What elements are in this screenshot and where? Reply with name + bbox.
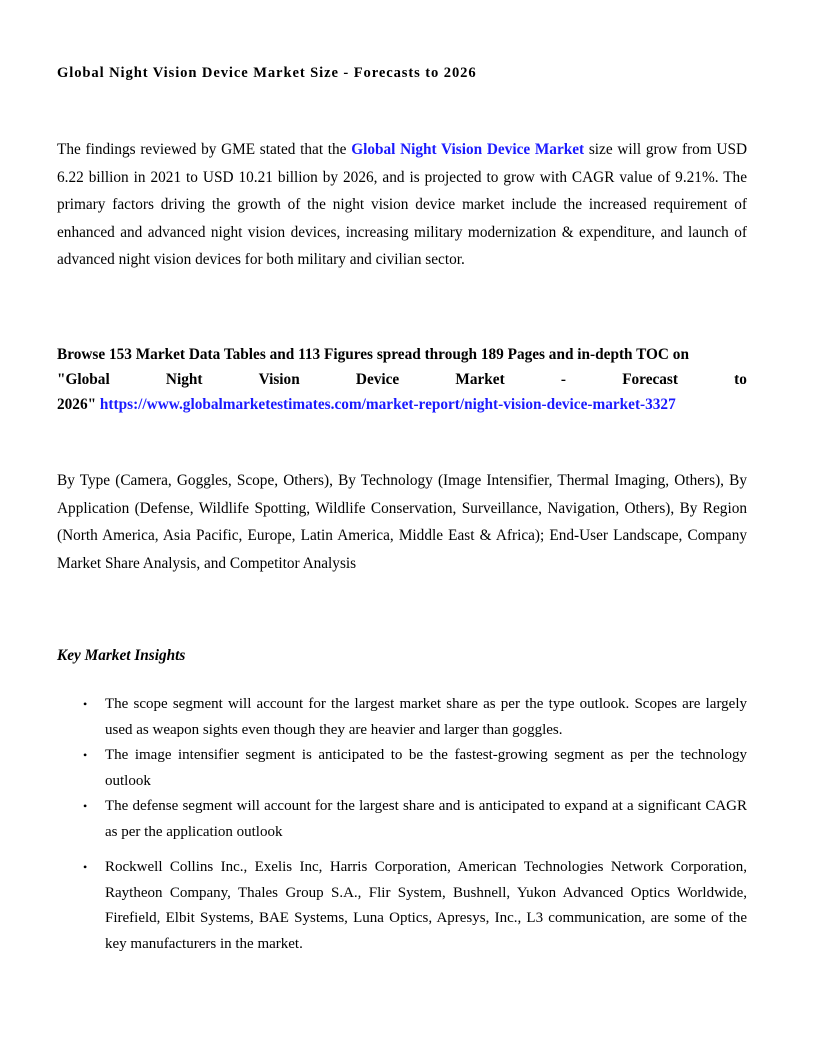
browse-word: "Global xyxy=(57,371,110,388)
browse-word: Forecast xyxy=(622,371,678,388)
intro-text-before: The findings reviewed by GME stated that the xyxy=(57,141,352,158)
insights-list xyxy=(57,692,747,957)
browse-word: Device xyxy=(355,371,400,388)
browse-line-1: Browse 153 Market Data Tables and 113 Figures spread through 189 Pages and in-depth TOC on xyxy=(57,346,689,363)
market-link[interactable]: Global Night Vision Device Market xyxy=(351,141,585,158)
list-item xyxy=(57,855,747,957)
list-item-text: The defense segment will account for the largest share and is anticipated to expand at a significant CAGR as per the application outlook xyxy=(105,798,747,840)
bullet-icon: • xyxy=(83,860,88,874)
browse-line-2 xyxy=(57,367,747,392)
list-item-text: The image intensifier segment is anticipated to be the fastest-growing segment as per the technology outlook xyxy=(105,747,747,789)
bullet-icon: • xyxy=(83,799,88,813)
browse-word: to xyxy=(734,371,747,388)
list-item-text: The scope segment will account for the largest market share as per the type outlook. Scopes are largely used as weapon sights even though they are heavier and larger than goggles. xyxy=(105,696,747,738)
page-title: Global Night Vision Device Market Size - Forecasts to 2026 xyxy=(57,65,477,81)
browse-word: Night xyxy=(165,371,203,388)
bullet-icon: • xyxy=(83,748,88,762)
intro-text-after: size will grow from USD 6.22 billion in 2021 to USD 10.21 billion by 2026, and is projected to grow with CAGR value of 9.21%. The primary factors driving the growth of the night vision device market include the increased requirement of enhanced and advanced night vision devices, increasing military modernization & expenditure, and launch of advanced night vision devices for both military and civilian sector. xyxy=(57,141,747,269)
insights-heading: Key Market Insights xyxy=(57,647,186,664)
bullet-icon: • xyxy=(83,697,88,711)
segments-paragraph: By Type (Camera, Goggles, Scope, Others), By Technology (Image Intensifier, Thermal Imaging, Others), By Application (Defense, Wildlife Spotting, Wildlife Conservation, Surveillance, Navigation, Others), By Region (North America, Asia Pacific, Europe, Latin America, Middle East & Africa); End-User Landscape, Company Market Share Analysis, and Competitor Analysis xyxy=(57,472,747,572)
list-item xyxy=(57,743,747,794)
browse-paragraph xyxy=(57,342,747,417)
browse-line-3 xyxy=(57,392,747,417)
browse-year: 2026" xyxy=(57,396,97,413)
list-item xyxy=(57,794,747,845)
browse-word: Market xyxy=(455,371,505,388)
list-item xyxy=(57,692,747,743)
list-item-text: Rockwell Collins Inc., Exelis Inc, Harris Corporation, American Technologies Network Corporation, Raytheon Company, Thales Group S.A., Flir System, Bushnell, Yukon Advanced Optics Worldwide, Firefield, Elbit Systems, BAE Systems, Luna Optics, Apresys, Inc., L3 communication, are some of the key manufacturers in the market. xyxy=(105,859,747,952)
browse-word: - xyxy=(560,371,566,388)
report-url-link[interactable]: https://www.globalmarketestimates.com/market-report/night-vision-device-market-3327 xyxy=(99,396,676,413)
browse-word: Vision xyxy=(258,371,300,388)
intro-paragraph xyxy=(57,136,747,274)
